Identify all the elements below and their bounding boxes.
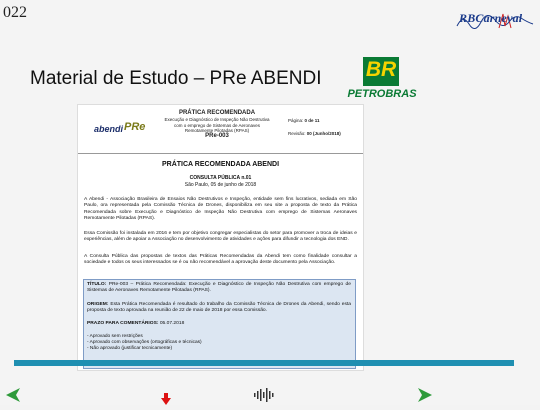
paragraph-3: A Consulta Pública das propostas de textos das Práticas Recomendadas da Abendi tem como finalidade consultar a sociedade e todos os seus interessados se é ou não recomendável a aprovação deste documento pela Associação. — [84, 254, 357, 266]
prazo-text: 05.07.2018 — [159, 321, 185, 326]
audio-waveform-icon — [252, 388, 276, 402]
page-value: 0 de 11 — [304, 118, 320, 123]
arrow-left-icon — [6, 388, 20, 402]
origem-text: Esta Prática Recomendada é resultado do trabalho da Comissão Técnica de Drones da Abendi, sendo esta proposta de texto aprovada na reunião de 22 de maio de 2018 por essa Comissão. — [87, 302, 352, 314]
origem-row — [87, 302, 351, 315]
brand-text: RBCarneval — [459, 11, 523, 25]
page-number: 022 — [3, 4, 27, 21]
header-code: PRe-003 — [205, 133, 229, 140]
petrobras-logo — [346, 55, 418, 103]
prazo-row — [87, 321, 351, 327]
next-slide-button[interactable] — [418, 388, 432, 402]
option-item: - Aprovado com observações (ortográficas e técnicas) — [87, 340, 202, 346]
audio-button[interactable] — [252, 388, 276, 402]
paragraph-2: Essa Comissão foi instalada em 2016 e tem por objetivo congregar especialistas do setor para promover a troca de ideias e experiências, além de apoiar a Associação no desenvolvimento de atividades e ações para difundir a tecnologia dos END. — [84, 231, 357, 243]
bottom-band — [14, 360, 514, 366]
titulo-label: TÍTULO: — [87, 282, 107, 287]
consulta-date: São Paulo, 05 de junho de 2018 — [184, 181, 257, 188]
pre-logo: PRe — [124, 121, 146, 133]
titulo-text: PRe-003 – Prática Recomendada: Execução e Diagnóstico de Inspeção Não Destrutiva com emprego de Sistemas de Aeronaves Remotamente Pilotadas (RPAS). — [87, 282, 351, 294]
header-right — [288, 115, 341, 140]
arrow-down-icon — [161, 393, 171, 405]
header-sub-1: Execução e Diagnóstico de Inspeção Não Destrutiva — [164, 117, 270, 123]
header-center — [142, 110, 292, 141]
header-sub-3: Remotamente Pilotadas (RPAS) — [184, 127, 250, 133]
options-list — [87, 334, 202, 353]
document-title: PRÁTICA RECOMENDADA ABENDI — [161, 161, 280, 168]
arrow-right-icon — [418, 388, 432, 402]
document-page — [77, 104, 364, 371]
petrobras-logo-br: BR — [365, 58, 397, 81]
paragraph-1: A Abendi - Associação Brasileira de Ensaios Não Destrutivos e Inspeção, entidade sem fins lucrativos, sediada em São Paulo, ora representada pela Comissão Técnica de Drones, disponibiliza em seu site a proposta de texto da Prática Recomendada sobre Execução e Diagnóstico de Inspeção Não Destrutiva com emprego de Sistemas Aeronaves Remotamente Pilotadas (RPAS). — [84, 197, 357, 221]
titulo-row — [87, 282, 351, 295]
down-arrow-button[interactable] — [161, 392, 171, 404]
header-sub-2: com o emprego de Sistemas de Aeronaves — [173, 122, 261, 128]
prev-slide-button[interactable] — [6, 388, 20, 402]
abendi-logo: abendi — [94, 124, 124, 134]
consulta-title: CONSULTA PÚBLICA n.01 — [189, 175, 252, 181]
origem-label: ORIGEM: — [87, 302, 109, 307]
page-label: Página: — [288, 118, 304, 123]
info-box — [83, 279, 356, 369]
header-title: PRÁTICA RECOMENDADA — [178, 110, 256, 116]
option-item: - Não aprovado (justificar tecnicamente) — [87, 346, 173, 352]
brand-logo — [455, 8, 535, 34]
document-header — [78, 105, 363, 154]
consulta-block — [78, 175, 363, 188]
revision-value: 00 (Junho/2018) — [306, 130, 341, 136]
option-item: - Aprovado sem restrições — [87, 334, 143, 339]
revision-label: Revisão: — [288, 130, 306, 136]
prazo-label: PRAZO PARA COMENTÁRIOS: — [87, 321, 159, 326]
slide-title: Material de Estudo – PRe ABENDI — [30, 68, 322, 89]
petrobras-logo-name: PETROBRAS — [347, 88, 417, 100]
